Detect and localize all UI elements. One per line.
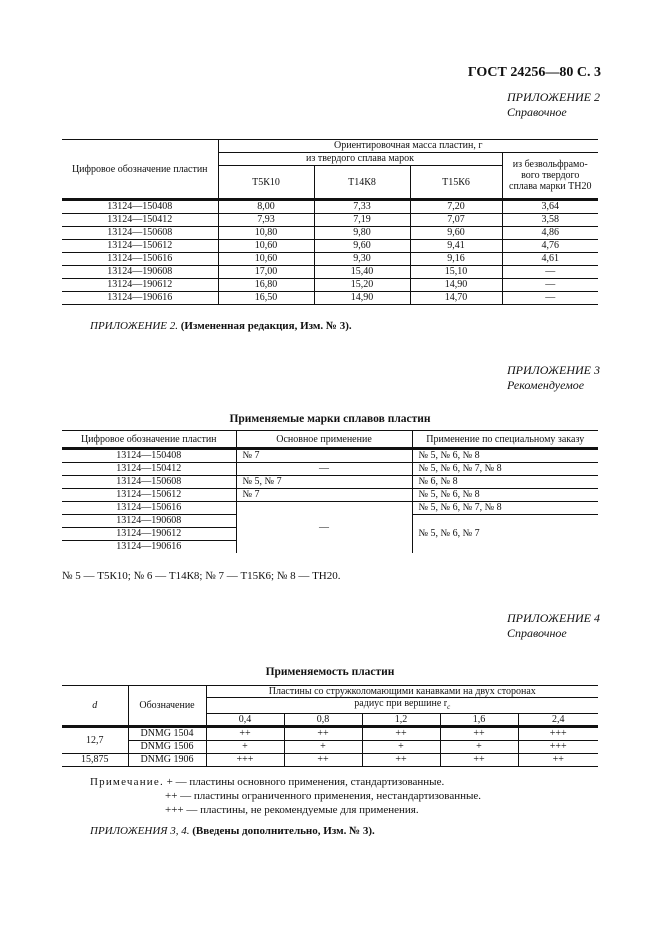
header-tungsten-free: из безвольфрамо-вого твердого сплава марки ТН20 <box>509 159 592 192</box>
main-use-cell: № 7 <box>236 489 412 502</box>
applicability-cell: ++ <box>284 754 362 767</box>
appendix-3-label: ПРИЛОЖЕНИЕ 3 <box>507 363 600 377</box>
mass-cell: 9,30 <box>314 253 410 266</box>
applicability-cell: + <box>284 741 362 754</box>
table-row-designation: 13124—150412 <box>62 463 236 476</box>
note-line-2: ++ — пластины ограниченного применения, нестандартизованные. <box>165 790 482 802</box>
header-designation: Цифровое обозначение пластин <box>62 431 236 449</box>
radius-0-8: 0,8 <box>284 714 362 727</box>
appendix-3-subtitle: Рекомендуемое <box>507 378 585 392</box>
special-order-cell: № 5, № 6, № 7, № 8 <box>418 502 502 513</box>
applicability-cell: ++ <box>206 727 284 741</box>
radius-0-4: 0,4 <box>206 714 284 727</box>
mass-cell: 14,90 <box>314 292 410 305</box>
mass-cell: — <box>545 279 556 290</box>
designation-cell: DNMG 1504 <box>128 727 206 741</box>
mass-cell: 10,80 <box>218 227 314 240</box>
table-row <box>62 253 598 266</box>
main-use-cell: № 7 <box>236 449 412 463</box>
mass-cell: 15,20 <box>314 279 410 292</box>
mass-cell: 8,00 <box>218 200 314 214</box>
applicability-cell: ++ <box>362 754 440 767</box>
applicability-cell: ++ <box>284 727 362 741</box>
plate-applicability-table <box>62 685 598 767</box>
appendix-3-block <box>507 363 620 393</box>
final-note-prefix: ПРИЛОЖЕНИЯ 3, 4. <box>90 825 190 837</box>
special-order-cell: № 5, № 6, № 7, № 8 <box>418 463 502 474</box>
radius-1-6: 1,6 <box>440 714 518 727</box>
note-line-3: +++ — пластины, не рекомендуемые для применения. <box>165 804 419 816</box>
designation-cell: 13124—190608 <box>62 266 218 279</box>
mass-cell: 4,76 <box>541 240 559 251</box>
mass-cell: 10,60 <box>218 240 314 253</box>
table-row <box>62 227 598 240</box>
main-use-cell: — <box>236 463 412 476</box>
appendix-4-label: ПРИЛОЖЕНИЕ 4 <box>507 611 600 625</box>
alloy-legend: № 5 — Т5К10; № 6 — Т14К8; № 7 — Т15К6; № 8 — ТН20. <box>62 570 341 582</box>
d-value: 15,875 <box>62 754 128 767</box>
plate-mass-table <box>62 139 598 305</box>
mass-cell: 9,80 <box>314 227 410 240</box>
appendix-3-title: Применяемые марки сплавов пластин <box>229 413 431 425</box>
note-line-1: + — пластины основного применения, стандартизованные. <box>166 776 445 788</box>
table-row <box>62 279 598 292</box>
table-row <box>62 292 598 305</box>
header-special-order: Применение по специальному заказу <box>426 433 585 445</box>
mass-cell: 7,07 <box>410 214 502 227</box>
applicability-cell: ++ <box>440 727 518 741</box>
mass-cell: 7,93 <box>218 214 314 227</box>
header-hard-alloy: из твердого сплава марок <box>218 153 502 166</box>
header-radius <box>206 698 598 714</box>
table-row-designation: 13124—190616 <box>62 541 236 554</box>
header-d: d <box>62 686 128 727</box>
header-designation: Обозначение <box>128 686 206 727</box>
radius-1-2: 1,2 <box>362 714 440 727</box>
header-main-use: Основное применение <box>236 431 412 449</box>
designation-cell: 13124—150608 <box>62 227 218 240</box>
mass-cell: 9,16 <box>410 253 502 266</box>
mass-cell: 15,10 <box>410 266 502 279</box>
final-note-text: (Введены дополнительно, Изм. № 3). <box>192 825 375 837</box>
main-use-cell: — <box>236 502 412 554</box>
grade-t15k6: Т15К6 <box>410 166 502 200</box>
grade-t5k10: Т5К10 <box>218 166 314 200</box>
appendix-4-title: Применяемость пластин <box>265 666 395 678</box>
designation-cell: 13124—150408 <box>62 200 218 214</box>
mass-cell: — <box>545 266 556 277</box>
final-note <box>90 825 375 837</box>
designation-cell: 13124—150616 <box>62 253 218 266</box>
mass-cell: 9,60 <box>410 227 502 240</box>
special-order-cell: № 5, № 6, № 8 <box>418 489 480 500</box>
applicability-cell: +++ <box>206 754 284 767</box>
mass-cell: 4,61 <box>541 253 559 264</box>
special-order-cell: № 5, № 6, № 7 <box>418 528 480 539</box>
table-row <box>62 214 598 227</box>
header-radius-text: радиус при вершине r <box>354 698 448 709</box>
table-row <box>62 266 598 279</box>
table-row <box>62 240 598 253</box>
mass-cell: 16,50 <box>218 292 314 305</box>
mass-cell: 14,90 <box>410 279 502 292</box>
applicability-cell: ++ <box>552 754 564 765</box>
mass-cell: 17,00 <box>218 266 314 279</box>
d-value: 12,7 <box>62 727 128 754</box>
appendix-2-block <box>507 90 620 120</box>
designation-cell: DNMG 1906 <box>128 754 206 767</box>
table-row-designation: 13124—150616 <box>62 502 236 515</box>
radius-2-4: 2,4 <box>552 714 565 725</box>
mass-cell: 3,64 <box>541 201 559 212</box>
header-plates: Пластины со стружколомающими канавками на двух сторонах <box>206 686 598 698</box>
mass-cell: 14,70 <box>410 292 502 305</box>
mass-cell: 7,20 <box>410 200 502 214</box>
applicability-cell: ++ <box>362 727 440 741</box>
mass-cell: 15,40 <box>314 266 410 279</box>
designation-cell: 13124—150612 <box>62 240 218 253</box>
designation-cell: DNMG 1506 <box>128 741 206 754</box>
main-use-cell: № 5, № 7 <box>236 476 412 489</box>
header-radius-sub: с <box>447 703 451 711</box>
alloy-grades-table <box>62 430 598 553</box>
applicability-cell: +++ <box>549 741 567 752</box>
mass-cell: 7,33 <box>314 200 410 214</box>
mass-cell: — <box>545 292 556 303</box>
special-order-cell: № 5, № 6, № 8 <box>418 450 480 461</box>
applicability-cell: + <box>440 741 518 754</box>
table-row-designation: 13124—150612 <box>62 489 236 502</box>
table-row-designation: 13124—190608 <box>62 515 236 528</box>
mass-cell: 3,58 <box>541 214 559 225</box>
mass-cell: 10,60 <box>218 253 314 266</box>
table-row-designation: 13124—190612 <box>62 528 236 541</box>
appendix-2-label: ПРИЛОЖЕНИЕ 2 <box>507 90 600 104</box>
mass-cell: 4,86 <box>541 227 559 238</box>
note-word: Примечание. <box>90 776 164 788</box>
applicability-cell: ++ <box>440 754 518 767</box>
appendix-4-block <box>507 611 620 641</box>
appendix-2-subtitle: Справочное <box>507 105 567 119</box>
appendix-2-note-text: (Измененная редакция, Изм. № 3). <box>180 320 352 332</box>
page-header: ГОСТ 24256—80 С. 3 <box>467 65 601 80</box>
applicability-cell: + <box>206 741 284 754</box>
table-row-designation: 13124—150608 <box>62 476 236 489</box>
appendix-2-note <box>90 320 352 332</box>
designation-cell: 13124—190616 <box>62 292 218 305</box>
mass-cell: 16,80 <box>218 279 314 292</box>
header-designation: Цифровое обозначение пластин <box>62 140 218 200</box>
appendix-2-note-prefix: ПРИЛОЖЕНИЕ 2. <box>90 320 178 332</box>
table-row-designation: 13124—150408 <box>62 449 236 463</box>
header-mass: Ориентировочная масса пластин, г <box>218 140 598 153</box>
appendix-4-notes <box>90 775 481 817</box>
applicability-cell: + <box>362 741 440 754</box>
mass-cell: 7,19 <box>314 214 410 227</box>
applicability-cell: +++ <box>549 728 567 739</box>
mass-cell: 9,41 <box>410 240 502 253</box>
appendix-4-subtitle: Справочное <box>507 626 567 640</box>
table-row <box>62 200 598 214</box>
grade-t14k8: Т14К8 <box>314 166 410 200</box>
mass-cell: 9,60 <box>314 240 410 253</box>
designation-cell: 13124—150412 <box>62 214 218 227</box>
designation-cell: 13124—190612 <box>62 279 218 292</box>
special-order-cell: № 6, № 8 <box>418 476 458 487</box>
